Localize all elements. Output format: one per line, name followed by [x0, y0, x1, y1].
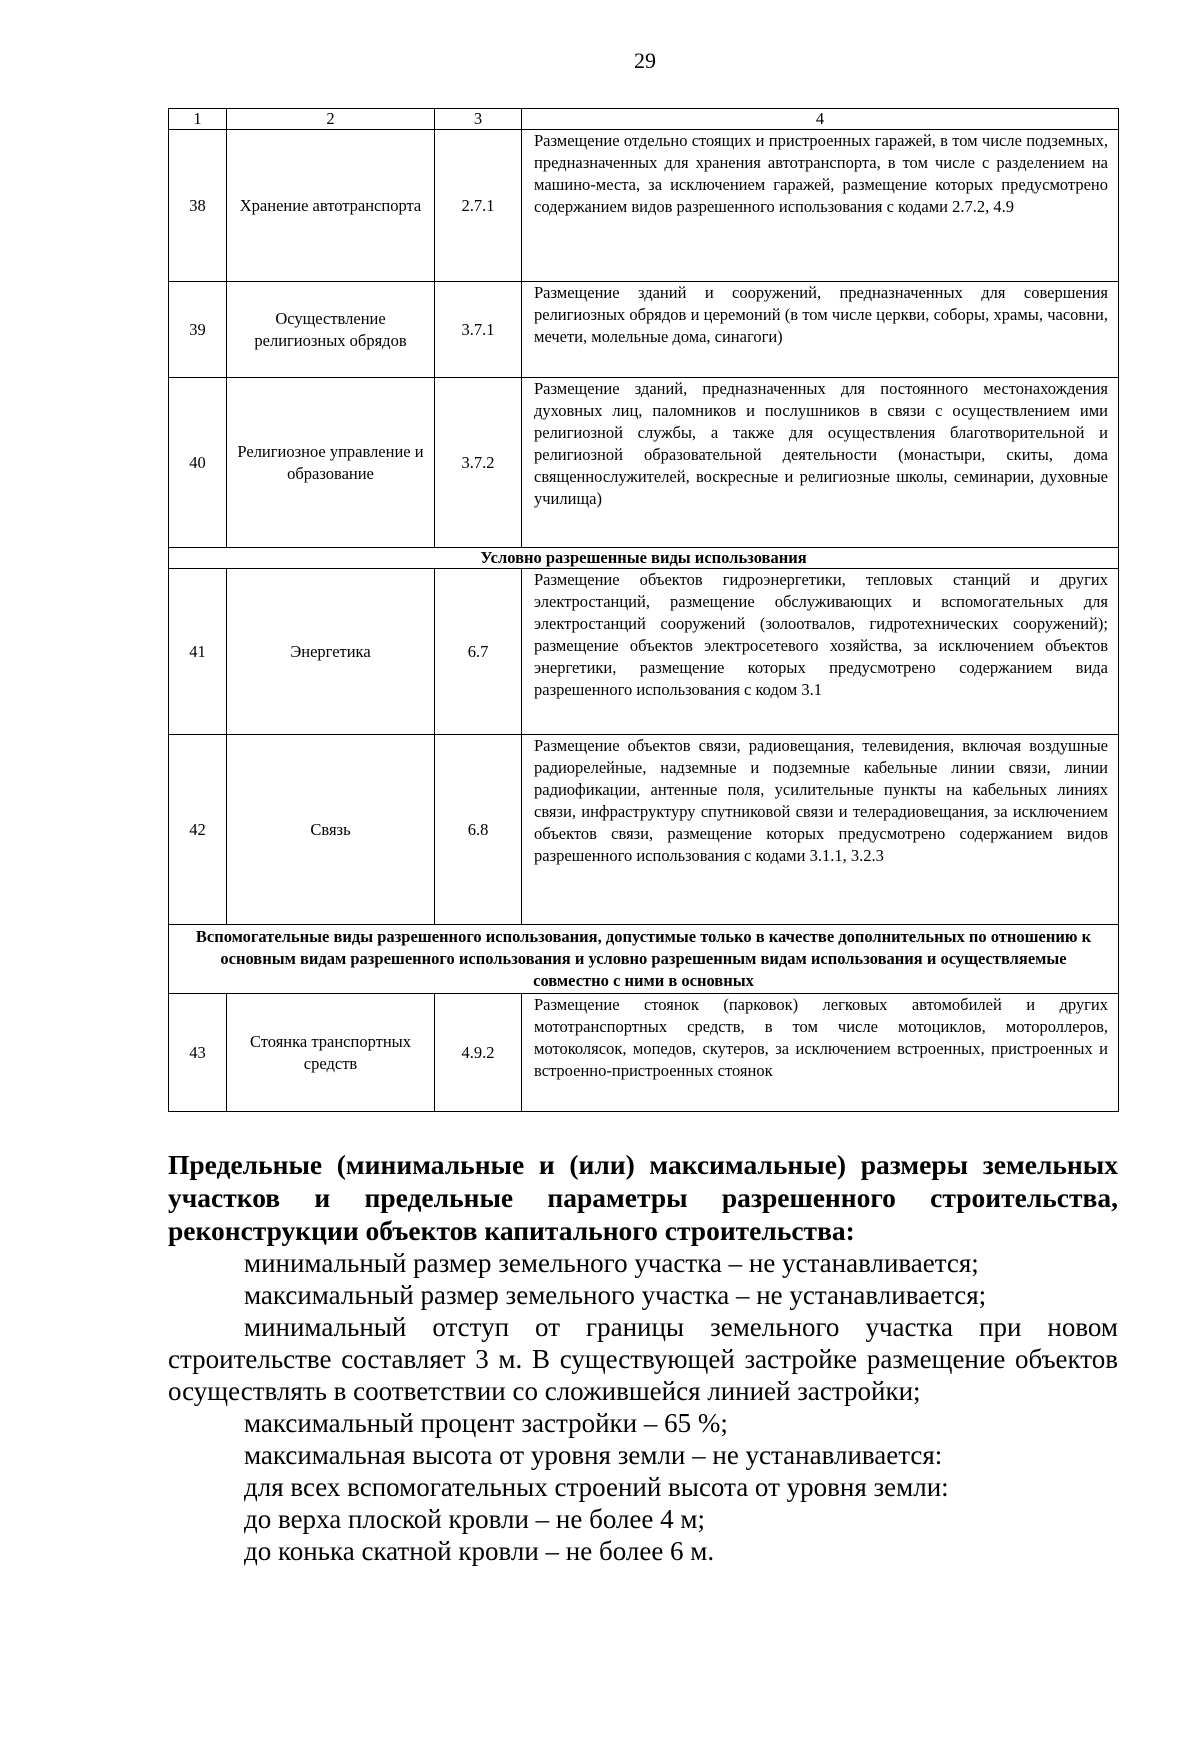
header-cell: 4 [522, 109, 1119, 130]
header-cell: 3 [435, 109, 522, 130]
use-code: 2.7.1 [435, 130, 522, 282]
section-row [169, 925, 1119, 994]
use-description: Размещение объектов гидроэнергетики, тепловых станций и других электростанций, размещение обслуживающих и вспомогательных для электростанций сооружений (золоотвалов, гидротехнических сооружений); размещение объектов электросетевого хозяйства, за исключением объектов энергетики, размещение которых предусмотрено содержанием вида разрешенного использования с кодом 3.1 [522, 569, 1119, 735]
use-code: 3.7.2 [435, 378, 522, 548]
use-code: 6.7 [435, 569, 522, 735]
row-number: 42 [169, 735, 227, 925]
section-title: Условно разрешенные виды использования [169, 548, 1119, 569]
use-name: Осуществление религиозных обрядов [227, 282, 435, 378]
table-row [169, 282, 1119, 378]
param-aux-height: для всех вспомогательных строений высота от уровня земли: [244, 1472, 949, 1502]
use-code: 3.7.1 [435, 282, 522, 378]
section-row [169, 548, 1119, 569]
param-height: максимальная высота от уровня земли – не устанавливается: [244, 1440, 943, 1470]
use-name: Энергетика [227, 569, 435, 735]
use-name: Стоянка транспортных средств [227, 994, 435, 1112]
use-description: Размещение зданий и сооружений, предназначенных для совершения религиозных обрядов и церемоний (в том числе церкви, соборы, храмы, часовни, мечети, молельные дома, синагоги) [522, 282, 1119, 378]
row-number: 39 [169, 282, 227, 378]
use-description: Размещение стоянок (парковок) легковых автомобилей и других мототранспортных средств, в том числе мотоциклов, мотороллеров, мотоколясок, мопедов, скутеров, за исключением встроенных, пристроенных и встроенно-пристроенных стоянок [522, 994, 1119, 1112]
table-row [169, 569, 1119, 735]
use-description: Размещение отдельно стоящих и пристроенных гаражей, в том числе подземных, предназначенных для хранения автотранспорта, в том числе с разделением на машино-места, за исключением гаражей, размещение которых предусмотрено содержанием видов разрешенного использования с кодами 2.7.2, 4.9 [522, 130, 1119, 282]
table-row [169, 735, 1119, 925]
param-setback: минимальный отступ от границы земельного участка при новом строительстве составляет 3 м. В существующей застройке размещение объектов осуществлять в соответствии со сложившейся линией застройки; [168, 1312, 1118, 1406]
use-code: 4.9.2 [435, 994, 522, 1112]
row-number: 38 [169, 130, 227, 282]
param-max-area: максимальный размер земельного участка – не устанавливается; [244, 1280, 987, 1310]
use-name: Хранение автотранспорта [227, 130, 435, 282]
table-row [169, 130, 1119, 282]
parameters-heading: Предельные (минимальные и (или) максимальные) размеры земельных участков и предельные параметры разрешенного строительства, реконструкции объектов капитального строительства: [168, 1149, 1118, 1246]
header-cell: 1 [169, 109, 227, 130]
table-row [169, 378, 1119, 548]
param-min-area: минимальный размер земельного участка – не устанавливается; [244, 1248, 979, 1278]
param-coverage: максимальный процент застройки – 65 %; [244, 1408, 728, 1438]
use-name: Религиозное управление и образование [227, 378, 435, 548]
param-flat-roof: до верха плоской кровли – не более 4 м; [244, 1504, 705, 1534]
use-description: Размещение объектов связи, радиовещания, телевидения, включая воздушные радиорелейные, надземные и подземные кабельные линии связи, линии радиофикации, антенные поля, усилительные пункты на кабельных линиях связи, инфраструктуру спутниковой связи и телерадиовещания, за исключением объектов связи, размещение которых предусмотрено содержанием видов разрешенного использования с кодами 3.1.1, 3.2.3 [522, 735, 1119, 925]
use-description: Размещение зданий, предназначенных для постоянного местонахождения духовных лиц, паломников и послушников в связи с осуществлением ими религиозной службы, а также для осуществления благотворительной и религиозной образовательной деятельности (монастыри, скиты, дома священнослужителей, воскресные и религиозные школы, семинарии, духовные училища) [522, 378, 1119, 548]
header-cell: 2 [227, 109, 435, 130]
land-use-table [168, 108, 1119, 1112]
row-number: 41 [169, 569, 227, 735]
table-header-row [169, 109, 1119, 130]
row-number: 40 [169, 378, 227, 548]
page-number: 29 [634, 48, 656, 73]
section-title: Вспомогательные виды разрешенного использования, допустимые только в качестве дополнительных по отношению к основным видам разрешенного использования и условно разрешенным видам использования и осуществляемые совместно с ними в основных [169, 925, 1119, 994]
use-name: Связь [227, 735, 435, 925]
parameters-section [168, 1148, 1118, 1567]
param-pitched-roof: до конька скатной кровли – не более 6 м. [244, 1536, 715, 1566]
row-number: 43 [169, 994, 227, 1112]
use-code: 6.8 [435, 735, 522, 925]
table-row [169, 994, 1119, 1112]
